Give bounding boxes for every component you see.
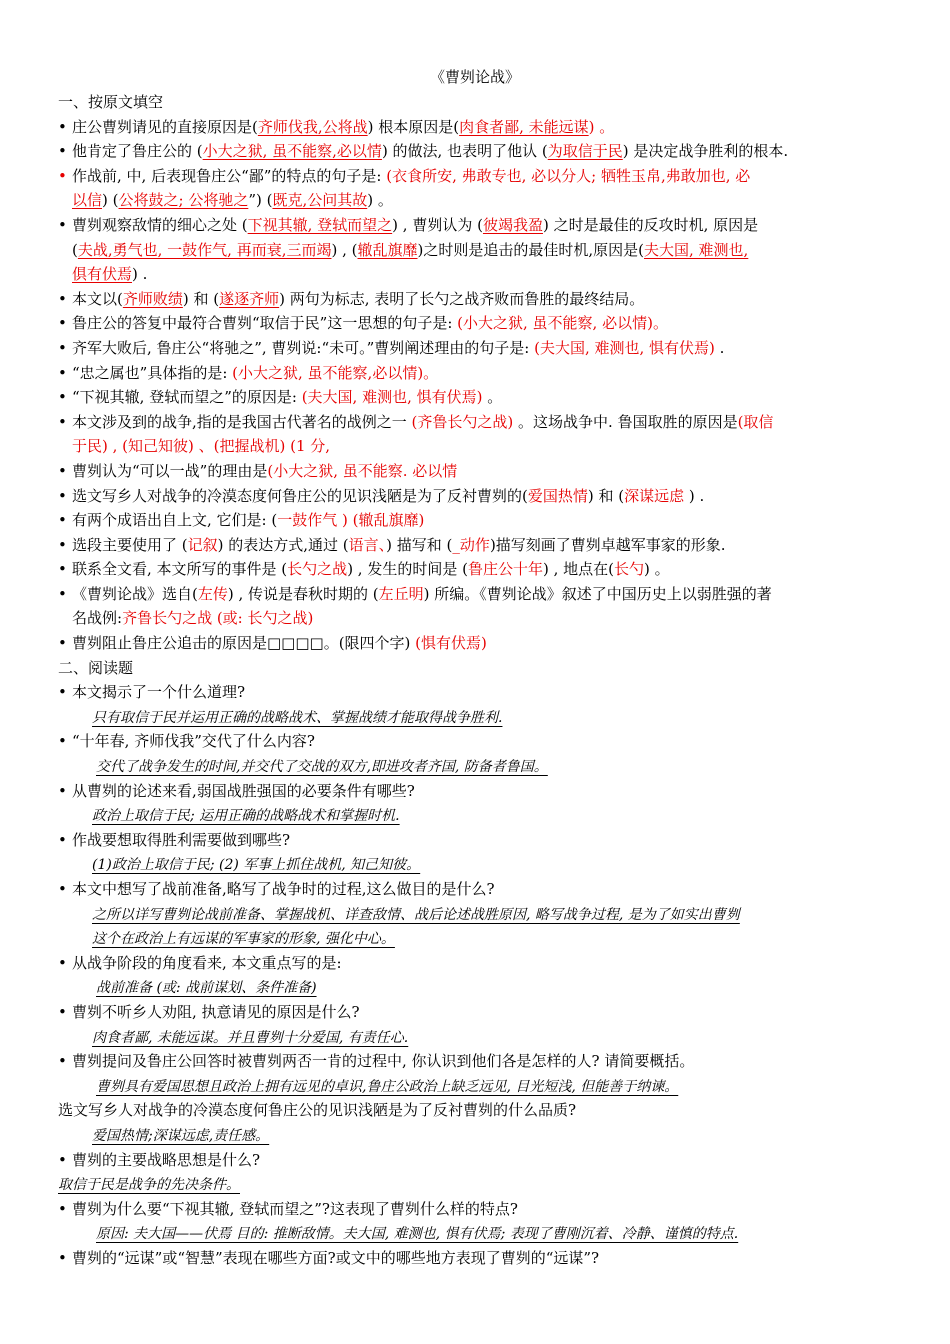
question-text: ) 所编。《曹刿论战》叙述了中国历史上以弱胜强的著: [423, 584, 772, 603]
bullet-item: [58, 877, 898, 902]
question-text: 齐军大败后, 鲁庄公“将驰之”, 曹刿说:“未可。”曹刿阐述理由的句子是:: [72, 338, 535, 357]
bullet-item: [58, 533, 898, 558]
text-line: [58, 1123, 898, 1148]
text-line: [58, 238, 898, 263]
answer-text: (惧有伏焉): [415, 634, 487, 653]
answer-text: 夫大国, 难测也,: [644, 240, 749, 259]
handwritten-answer: (1)政治上取信于民; (2) 军事上抓住战机, 知己知彼。: [92, 857, 421, 874]
text-line: [58, 975, 898, 1000]
question-text: 。: [482, 388, 503, 407]
section-heading: [58, 90, 898, 115]
question-text: ) 和 (: [587, 486, 625, 505]
question-text: ) .: [684, 486, 705, 505]
text-line: [58, 852, 898, 877]
handwritten-answer: 这个在政治上有远谋的军事家的形象, 强化中心。: [92, 931, 395, 948]
text-line: [58, 434, 898, 459]
answer-text: (小大之狱, 虽不能察,必以情)。: [232, 363, 439, 382]
bullet-item: [58, 828, 898, 853]
handwritten-answer: 只有取信于民并运用正确的战略战术、掌握战绩才能取得战争胜利.: [92, 709, 503, 726]
answer-text: 齐师伐我,公将战: [257, 117, 368, 136]
bullet-item: [58, 164, 898, 189]
text-line: [58, 803, 898, 828]
answer-text: (取信: [737, 412, 774, 431]
answer-text: 彼竭我盈: [482, 215, 543, 234]
bullet-item: [58, 1148, 898, 1173]
answer-text: 一鼓作气 ): [277, 511, 353, 530]
question-text: 。这场战争中. 鲁国取胜的原因是: [518, 412, 738, 431]
question-text: ) 的表达方式,通过 (: [217, 535, 349, 554]
answer-text: 于民) , (知己知彼) 、(把握战机) (1 分,: [72, 437, 331, 456]
text-line: [58, 705, 898, 730]
question-text: ) 和 (: [182, 289, 220, 308]
answer-text: 鲁庄公十年: [467, 560, 543, 579]
answer-text: 齐鲁长勺之战 (或: 长勺之战): [122, 609, 314, 628]
text-line: [58, 1221, 898, 1246]
question-text: “下视其辙, 登轼而望之”的原因是:: [72, 388, 302, 407]
handwritten-answer: 取信于民是战争的先决条件。: [58, 1177, 240, 1194]
question-text: 一、按原文填空: [58, 93, 164, 111]
question-text: 本文揭示了一个什么道理?: [72, 683, 246, 702]
question-text: ) , 传说是春秋时期的 (: [227, 584, 379, 603]
question-text: .: [714, 338, 725, 357]
bullet-item: [58, 779, 898, 804]
bullet-item: [58, 631, 898, 656]
question-text: ) (: [102, 191, 119, 210]
document-body: [58, 90, 898, 1271]
answer-text: (辙乱旗靡): [352, 511, 425, 530]
question-text: 鲁庄公的答复中最符合曹刿“取信于民”这一思想的句子是:: [72, 314, 458, 333]
question-text: 曹刿不听乡人劝阻, 执意请见的原因是什么?: [72, 1002, 360, 1021]
question-text: 从曹刿的论述来看,弱国战胜强国的必要条件有哪些?: [72, 781, 415, 800]
answer-text: (夫大国, 难测也, 惧有伏焉): [301, 388, 483, 407]
bullet-item: [58, 508, 898, 533]
answer-text: 左传: [197, 584, 228, 603]
handwritten-answer: 原因: 夫大国——伏焉 目的: 推断敌情。夫大国, 难测也, 惧有伏焉; 表现了曹刚沉着、冷静、谨慎的特点.: [96, 1226, 739, 1243]
answer-text: 公将鼓之; 公将驰之: [118, 191, 249, 210]
question-text: 曹刿的主要战略思想是什么?: [72, 1150, 261, 1169]
section-heading: [58, 656, 898, 681]
handwritten-answer: 肉食者鄙, 未能远谋。并且曹刿十分爱国, 有责任心.: [92, 1029, 409, 1046]
question-text: 名战例:: [72, 609, 123, 628]
answer-text: 语言、: [348, 535, 387, 554]
text-line: [58, 1172, 898, 1197]
text-line: [58, 902, 898, 927]
answer-text: 遂逐齐师: [219, 289, 280, 308]
bullet-item: [58, 1049, 898, 1074]
question-text: ) 之时是最佳的反攻时机, 原因是: [542, 215, 759, 234]
question-text: 本文涉及到的战争,指的是我国古代著名的战例之一: [72, 412, 412, 431]
question-text: ) , 发生的时间是 (: [347, 560, 468, 579]
question-text: ) , 地点在(: [542, 560, 614, 579]
handwritten-answer: 曹刿具有爱国思想且政治上拥有远见的卓识,鲁庄公政治上缺乏远见, 目光短浅, 但能善于纳谏。: [96, 1078, 679, 1095]
question-text: (: [72, 240, 78, 259]
text-line: [58, 754, 898, 779]
answer-text: 小大之狱, 虽不能察,必以情: [202, 142, 382, 161]
question-text: ) 两句为标志, 表明了长勺之战齐败而鲁胜的最终结局。: [279, 289, 645, 308]
handwritten-answer: 政治上取信于民; 运用正确的战略战术和掌握时机.: [92, 808, 400, 825]
handwritten-answer: 爱国热情;深谋远虑,责任感。: [92, 1127, 270, 1144]
question-text: 曹刿为什么要“下视其辙, 登轼而望之”?这表现了曹刿什么样的特点?: [72, 1199, 518, 1218]
bullet-item: [58, 115, 898, 140]
answer-text: (夫大国, 难测也, 惧有伏焉): [534, 338, 715, 357]
question-text: 曹刿提问及鲁庄公回答时被曹刿两否一肯的过程中, 你认识到他们各是怎样的人? 请简要概括。: [72, 1052, 695, 1071]
text-line: [58, 188, 898, 213]
bullet-item: [58, 213, 898, 238]
question-text: 选文写乡人对战争的冷漠态度何鲁庄公的见识浅陋是为了反衬曹刿的(: [72, 486, 528, 505]
question-text: 曹刿阻止鲁庄公追击的原因是□□□□。(限四个字): [72, 634, 416, 653]
answer-text: 肉食者鄙, 未能远谋: [459, 117, 589, 136]
answer-text: 齐师败绩: [122, 289, 183, 308]
question-text: 选段主要使用了 (: [72, 535, 188, 554]
question-text: )之时则是追击的最佳时机,原因是(: [417, 240, 644, 259]
question-text: 曹刿认为“可以一战”的理由是: [72, 461, 268, 480]
question-text: ) 是决定战争胜利的根本.: [622, 142, 789, 161]
question-text: 联系全文看, 本文所写的事件是 (: [72, 560, 288, 579]
question-text: “忠之属也”具体指的是:: [72, 363, 233, 382]
page-title: 《曹刿论战》: [429, 68, 520, 86]
answer-text: 辙乱旗靡: [357, 240, 418, 259]
text-line: [58, 1098, 898, 1123]
answer-text: (小大之狱, 虽不能察, 必以情)。: [457, 314, 668, 333]
text-line: [58, 926, 898, 951]
answer-text: 记叙: [187, 535, 218, 554]
question-text: 作战前, 中, 后表现鲁庄公“鄙”的特点的句子是:: [72, 166, 387, 185]
bullet-item: [58, 459, 898, 484]
answer-text: ) 。: [588, 117, 615, 136]
question-text: 选文写乡人对战争的冷漠态度何鲁庄公的见识浅陋是为了反衬曹刿的什么品质?: [58, 1101, 577, 1120]
bullet-item: [58, 582, 898, 607]
bullet-item: [58, 680, 898, 705]
question-text: 本文中想写了战前准备,略写了战争时的过程,这么做目的是什么?: [72, 880, 495, 898]
bullet-item: [58, 729, 898, 754]
answer-text: 深谋远虑: [624, 486, 685, 505]
answer-text: (齐鲁长勺之战): [411, 412, 519, 431]
question-text: ) 描写和 (: [386, 535, 453, 554]
bullet-item: [58, 1197, 898, 1222]
text-line: [58, 1025, 898, 1050]
text-line: [58, 606, 898, 631]
question-text: 曹刿观察敌情的细心之处 (: [72, 215, 248, 234]
question-text: ) 。: [367, 191, 393, 210]
question-text: ”) (: [248, 191, 273, 210]
question-text: ) 。: [644, 560, 670, 579]
handwritten-answer: 战前准备 (或: 战前谋划、条件准备): [96, 980, 317, 997]
question-text: 庄公曹刿请见的直接原因是(: [72, 117, 258, 136]
question-text: 有两个成语出自上文, 它们是: (: [72, 511, 278, 530]
bullet-item: [58, 484, 898, 509]
question-text: 二、阅读题: [58, 658, 134, 677]
bullet-item: [58, 1000, 898, 1025]
question-text: )描写刻画了曹刿卓越军事家的形象.: [489, 535, 726, 554]
answer-text: (衣食所安, 弗敢专也, 必以分人; 牺牲玉帛,弗敢加也, 必: [386, 166, 751, 185]
answer-text: 俱有伏焉: [72, 265, 133, 284]
answer-text: 爱国热情: [527, 486, 588, 505]
answer-text: _动作: [452, 535, 490, 554]
bullet-item: [58, 287, 898, 312]
handwritten-answer: 之所以详写曹刿论战前准备、掌握战机、详查敌情、战后论述战胜原因, 略写战争过程, 是为了如实出曹刿: [92, 906, 740, 923]
bullet-item: [58, 557, 898, 582]
question-text: ) , 曹刿认为 (: [392, 215, 483, 234]
question-text: ) .: [132, 265, 148, 284]
bullet-item: [58, 311, 898, 336]
bullet-item: [58, 361, 898, 386]
question-text: 他肯定了鲁庄公的 (: [72, 142, 203, 161]
question-text: ) 的做法, 也表明了他认 (: [381, 142, 548, 161]
answer-text: 长勺之战: [287, 560, 348, 579]
bullet-item: [58, 336, 898, 361]
bullet-item: [58, 139, 898, 164]
answer-text: 左丘明: [378, 584, 424, 603]
answer-text: 长勺: [614, 560, 645, 579]
answer-text: 夫战,勇气也, 一鼓作气, 再而衰,三而竭: [77, 240, 332, 259]
bullet-item: [58, 951, 898, 976]
text-line: [58, 1074, 898, 1099]
answer-text: (小大之狱, 虽不能察. 必以情: [267, 461, 458, 480]
answer-text: 以信: [72, 191, 103, 210]
question-text: 作战要想取得胜利需要做到哪些?: [72, 830, 291, 849]
bullet-item: [58, 1246, 898, 1271]
answer-text: 为取信于民: [547, 142, 623, 161]
bullet-item: [58, 385, 898, 410]
question-text: 《曹刿论战》选自(: [72, 584, 198, 603]
handwritten-answer: 交代了战争发生的时间,并交代了交战的双方,即进攻者齐国, 防备者鲁国。: [96, 759, 548, 776]
question-text: “十年春, 齐师伐我”交代了什么内容?: [72, 732, 315, 751]
answer-text: 下视其辙, 登轼而望之: [247, 215, 393, 234]
text-line: [58, 262, 898, 287]
question-text: 本文以(: [72, 289, 123, 308]
bullet-item: [58, 410, 898, 435]
question-text: ) 根本原因是(: [367, 117, 460, 136]
answer-text: 既克,公问其故: [272, 191, 368, 210]
question-text: 曹刿的“远谋”或“智慧”表现在哪些方面?或文中的哪些地方表现了曹刿的“远谋”?: [72, 1248, 600, 1267]
question-text: ) , (: [331, 240, 358, 259]
question-text: 从战争阶段的角度看来, 本文重点写的是:: [72, 953, 342, 972]
